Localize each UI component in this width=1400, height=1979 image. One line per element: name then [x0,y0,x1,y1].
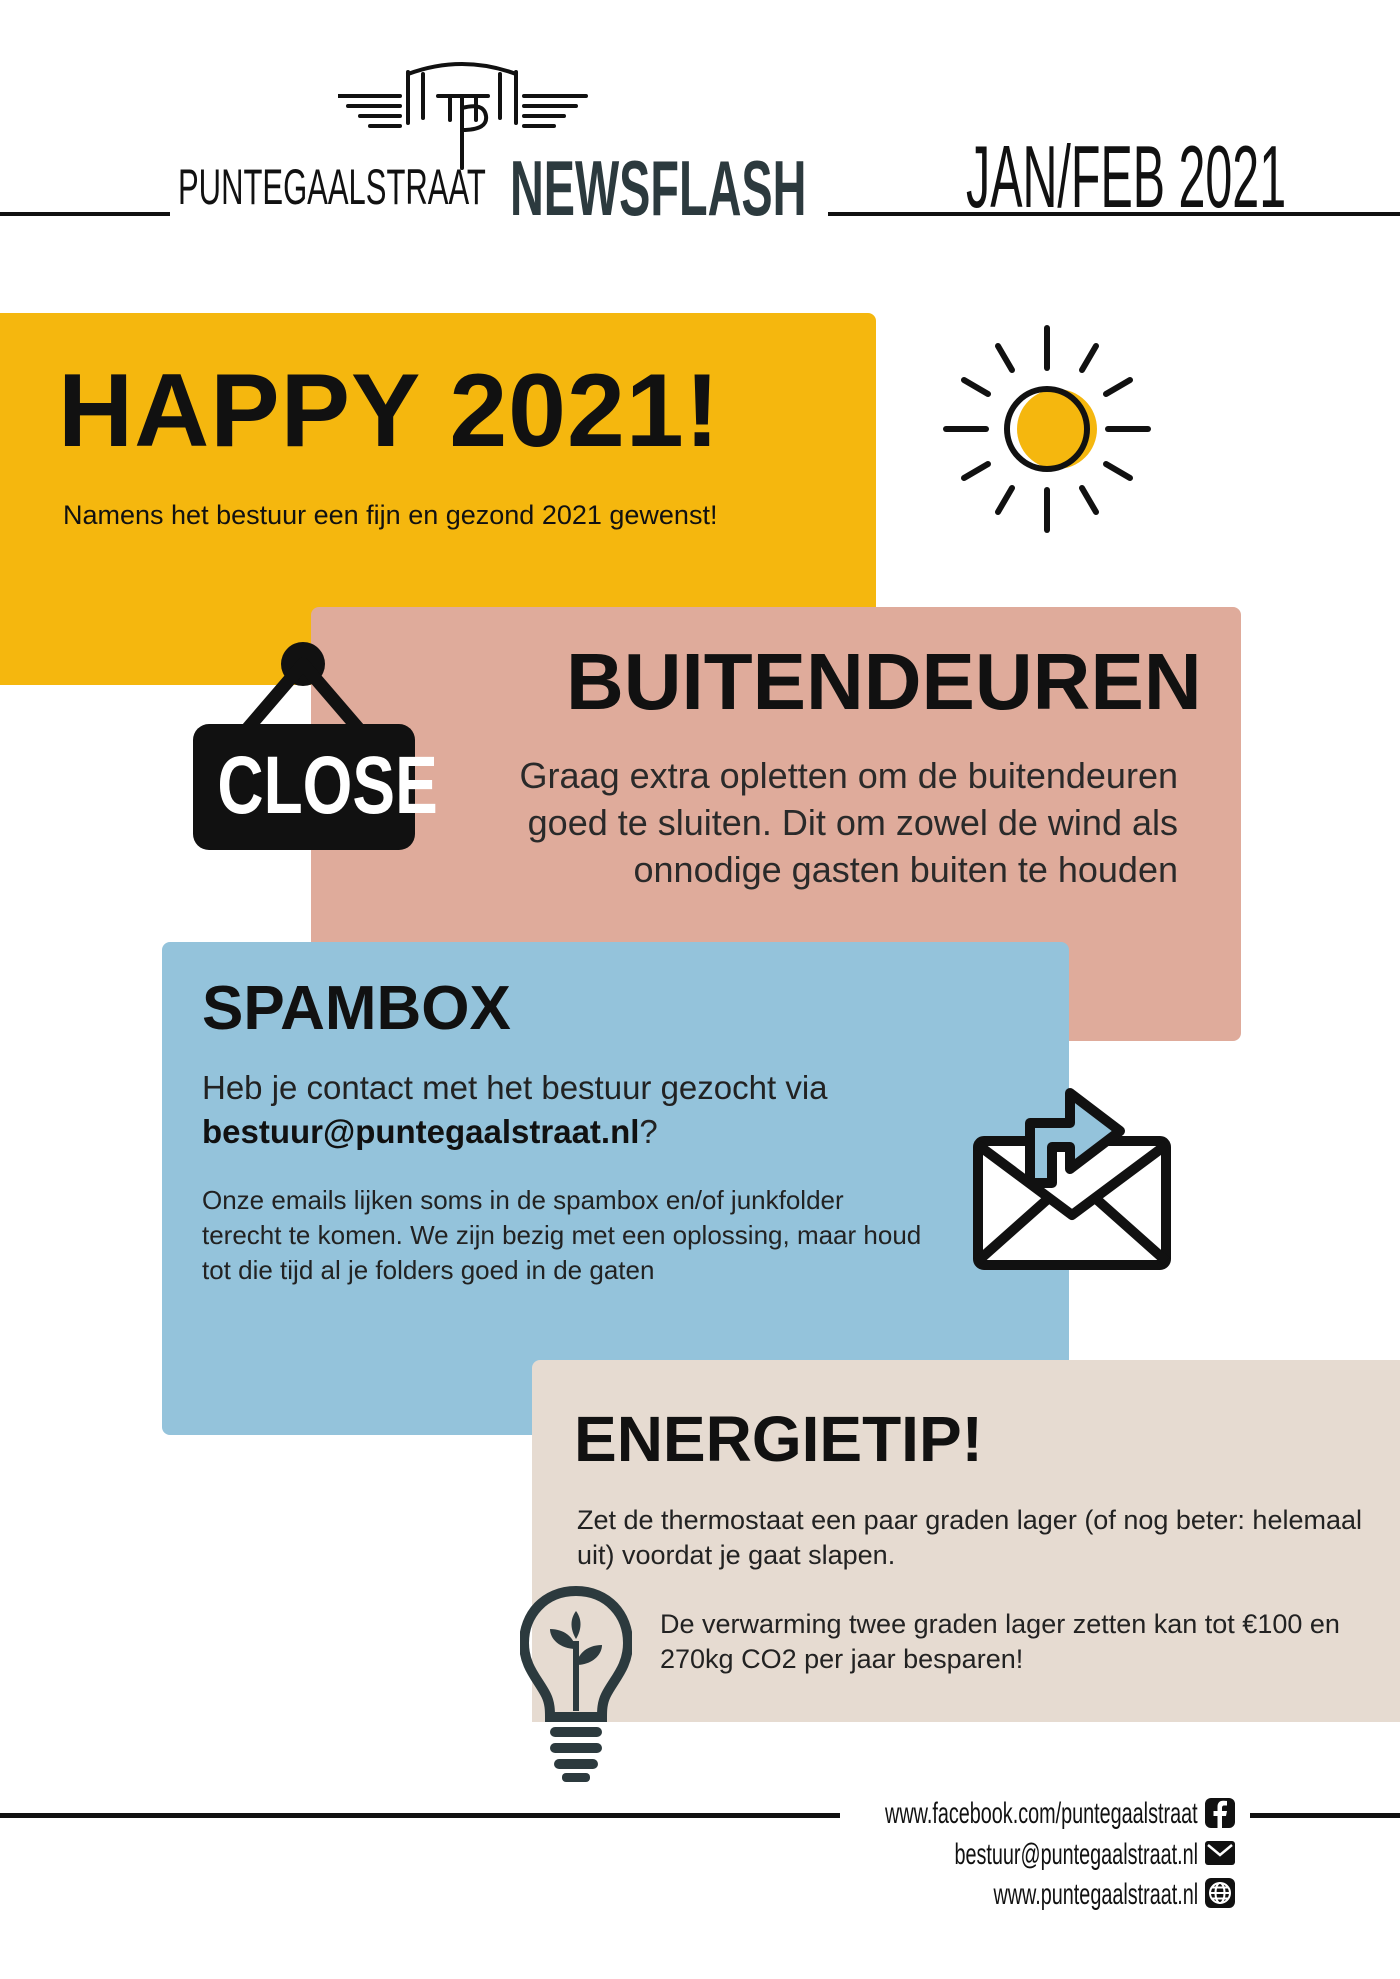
header-rule-left [0,212,170,216]
close-sign-label: CLOSE [217,740,438,831]
spambox-text: Onze emails lijken soms in de spambox en/of junkfolder terecht te komen. We zijn bezig met een oplossing, maar houd tot die tijd al je folders goed in de gaten [202,1185,922,1285]
happy-text: Namens het bestuur een fijn en gezond 2021 gewenst! [63,500,718,530]
envelope-icon[interactable] [1205,1838,1235,1868]
spambox-intro-end: ? [639,1113,658,1150]
spambox-email[interactable]: bestuur@puntegaalstraat.nl [202,1113,640,1150]
footer-facebook-link[interactable]: www.facebook.com/puntegaalstraat [885,1797,1198,1830]
spambox-title: SPAMBOX [202,974,511,1043]
close-sign-icon [193,638,438,853]
newsletter-title: NEWSFLASH [510,144,807,232]
energietip-title: ENERGIETIP! [574,1403,983,1475]
footer-website-link[interactable]: www.puntegaalstraat.nl [993,1878,1198,1911]
facebook-icon[interactable] [1205,1798,1235,1828]
happy-title: HAPPY 2021! [58,353,721,469]
globe-icon[interactable] [1205,1878,1235,1908]
issue-date: JAN/FEB 2021 [966,127,1287,226]
forward-mail-icon [970,1075,1175,1275]
footer-rule-left [0,1813,840,1818]
footer-email-link[interactable]: bestuur@puntegaalstraat.nl [954,1838,1198,1871]
energietip-text: Zet de thermostaat een paar graden lager (of nog beter: helemaal uit) voordat je gaat slapen. [577,1505,1362,1570]
buitendeuren-text: Graag extra opletten om de buitendeuren goed te sluiten. Dit om zowel de wind als onnodige gasten buiten te houden [519,755,1178,890]
footer-rule-right [1250,1813,1400,1818]
sun-icon [940,322,1155,537]
energietip-savings: De verwarming twee graden lager zetten kan tot €100 en 270kg CO2 per jaar besparen! [660,1609,1340,1674]
spambox-intro-text: Heb je contact met het bestuur gezocht via [202,1069,828,1106]
brand-name: PUNTEGAALSTRAAT [178,159,486,215]
buitendeuren-title: BUITENDEUREN [566,637,1202,726]
spambox-intro [202,1066,922,1154]
lightbulb-plant-icon [520,1585,632,1785]
